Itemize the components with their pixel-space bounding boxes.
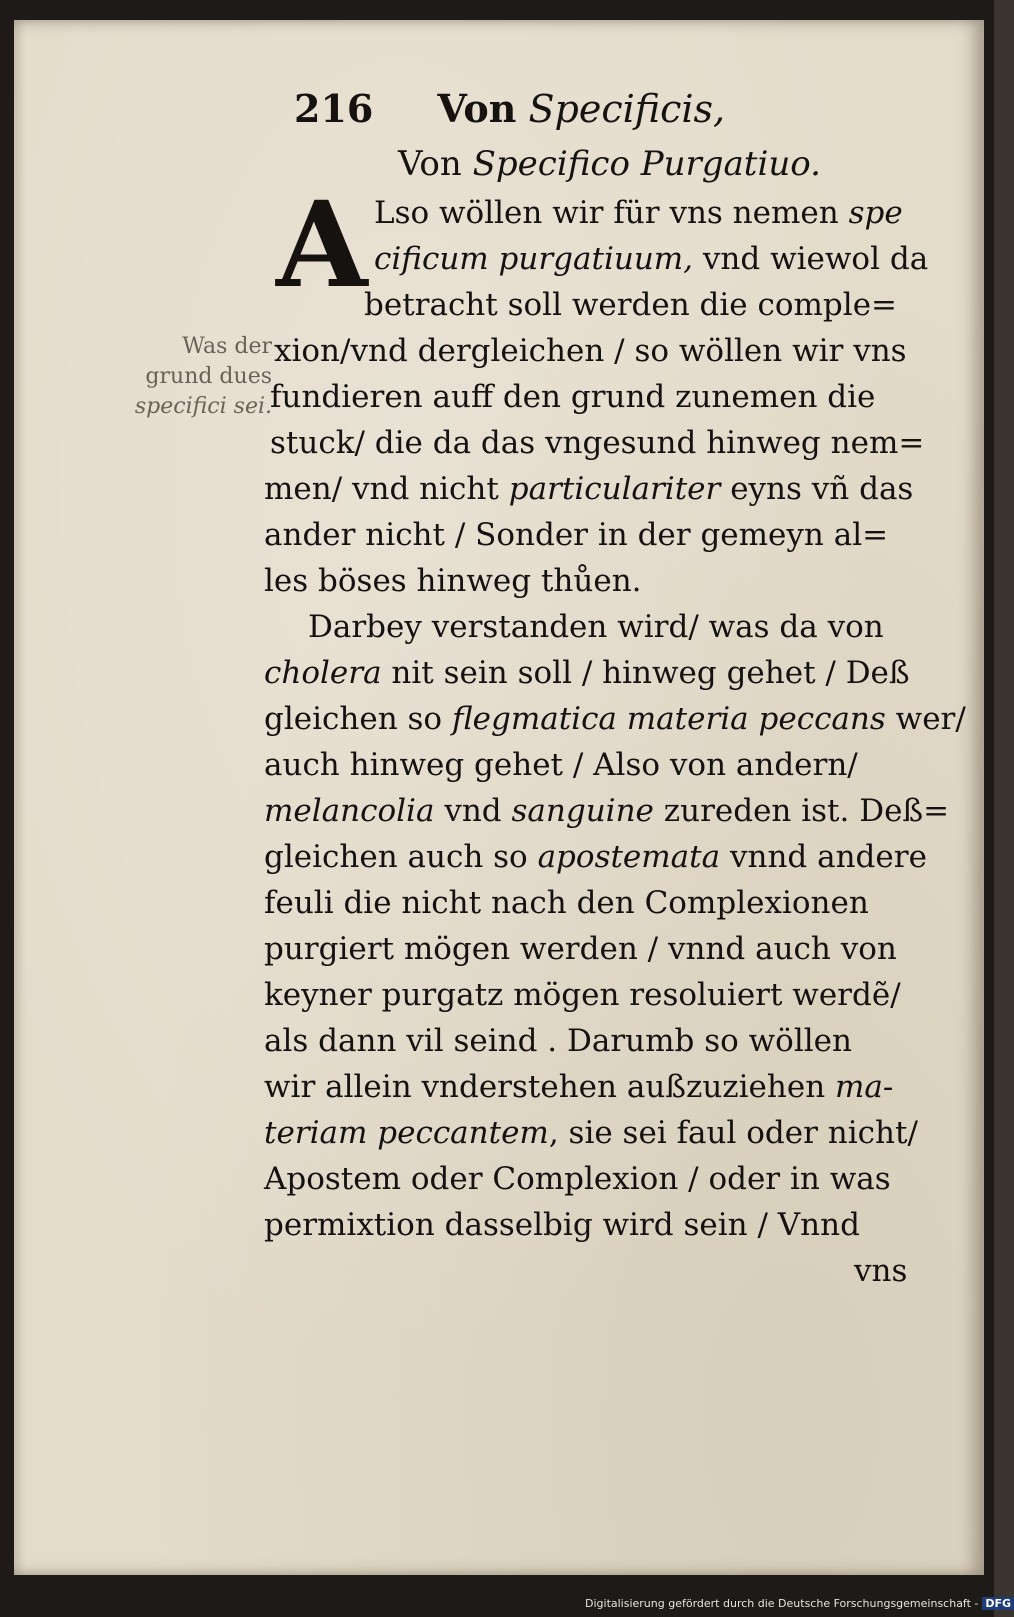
page-number: 216 [294,86,374,131]
text-line: ander nicht / Sonder in der gemeyn al= [264,517,889,553]
text-line: als dann vil seind . Darumb so wöllen [264,1023,852,1059]
text-span-italic: flegmatica materia peccans [451,701,886,737]
text-span: gleichen so [264,701,443,737]
text-span: men/ vnd nicht [264,471,499,507]
section-heading-italic: Specifico Purgatiuo. [472,144,821,184]
text-span: vnd [444,793,502,829]
text-span-italic: apostemata [537,839,721,875]
text-span: zureden ist. Deß= [663,793,950,829]
catchword: vns [854,1253,908,1289]
book-page [14,20,984,1575]
text-line: permixtion dasselbig wird sein / Vnnd [264,1207,860,1243]
text-line [264,834,927,880]
text-line [264,1064,893,1110]
text-span-italic: melancolia [264,793,435,829]
margin-note-line: specifici sei. [134,394,272,419]
text-line [374,236,928,282]
margin-note-line: grund dues [145,364,272,389]
text-span: eyns vñ das [730,471,914,507]
text-line [374,190,903,236]
text-line: xion/vnd dergleichen / so wöllen wir vns [274,333,907,369]
text-span-italic: ma- [835,1069,894,1105]
text-span: wir allein vnderstehen außzuziehen [264,1069,826,1105]
text-line: les böses hinweg thůen. [264,563,642,599]
section-heading [398,144,821,184]
text-line: feuli die nicht nach den Complexionen [264,885,869,921]
text-span-italic: sanguine [511,793,654,829]
text-span: Lso wöllen wir für vns nemen [374,195,839,231]
text-line: stuck/ die da das vngesund hinweg nem= [270,425,925,461]
text-span: vnnd andere [729,839,927,875]
text-span: gleichen auch so [264,839,528,875]
text-span: nit sein soll / hinweg gehet / Deß [391,655,910,691]
drop-cap-initial: A [276,175,368,314]
text-line [264,650,910,696]
text-line [264,466,913,512]
running-header [294,86,725,131]
text-span-italic: particulariter [508,471,721,507]
text-span-italic: cificum purgatiuum, [374,241,694,277]
text-span-italic: cholera [264,655,382,691]
text-span-italic: teriam peccantem [264,1115,549,1151]
scan-edge [994,0,1014,1617]
text-span: vnd wiewol da [702,241,929,277]
text-line: Darbey verstanden wird/ was da von [308,609,884,645]
text-line [264,696,966,742]
funding-credit [585,1597,1014,1610]
text-line: keyner purgatz mögen resoluiert werdẽ/ [264,977,901,1013]
header-title-italic: Specificis, [528,87,726,131]
text-span: , sie sei faul oder nicht/ [548,1115,918,1151]
margin-note [122,332,272,422]
funding-credit-text: Digitalisierung gefördert durch die Deutsche Forschungsgemeinschaft - [585,1597,979,1610]
text-line [264,788,949,834]
text-line: auch hinweg gehet / Also von andern/ [264,747,858,783]
text-span: wer/ [895,701,966,737]
text-span-italic: spe [848,195,903,231]
dfg-logo: DFG [982,1597,1014,1610]
section-heading-prefix: Von [398,144,462,184]
text-line [264,1110,918,1156]
text-line: purgiert mögen werden / vnnd auch von [264,931,897,967]
text-line: Apostem oder Complexion / oder in was [264,1161,891,1197]
text-line: betracht soll werden die comple= [364,287,898,323]
text-line: fundieren auff den grund zunemen die [270,379,876,415]
header-title-prefix: Von [437,86,517,131]
margin-note-line: Was der [182,334,272,359]
